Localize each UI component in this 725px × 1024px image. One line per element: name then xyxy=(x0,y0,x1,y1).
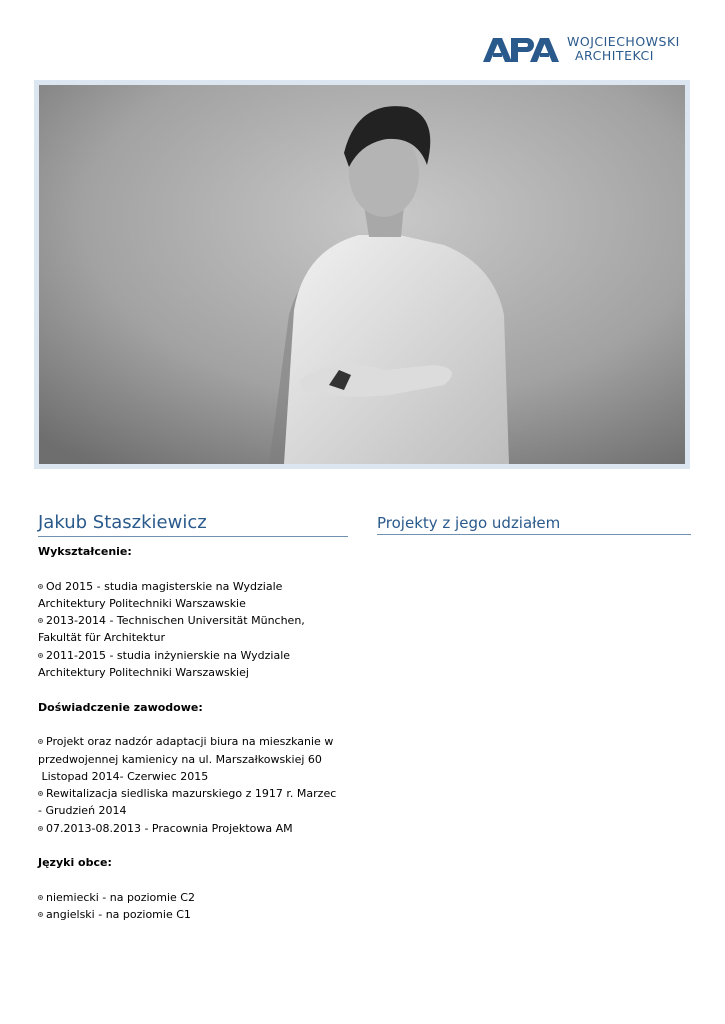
experience-heading: Doświadczenie zawodowe: xyxy=(38,700,203,714)
experience-item-cont: - Grudzień 2014 xyxy=(38,804,127,818)
experience-item-cont: Listopad 2014- Czerwiec 2015 xyxy=(38,769,209,783)
apa-logo-mark xyxy=(483,38,563,62)
experience-item-cont: przedwojennej kamienicy na ul. Marszałkowskiej 60 xyxy=(38,752,322,766)
bullet-icon xyxy=(38,739,43,744)
cv-content xyxy=(38,543,358,924)
bullet-icon xyxy=(38,895,43,900)
education-item-cont: Architektury Politechniki Warszawskiej xyxy=(38,666,249,680)
projects-heading: Projekty z jego udziałem xyxy=(377,513,691,535)
person-name: Jakub Staszkiewicz xyxy=(38,511,348,537)
experience-item: Rewitalizacja siedliska mazurskiego z 1917 r. Marzec xyxy=(38,785,358,802)
logo-line-2: ARCHITEKCI xyxy=(575,48,654,63)
bullet-icon xyxy=(38,791,43,796)
bullet-icon xyxy=(38,826,43,831)
bullet-icon xyxy=(38,584,43,589)
education-item: Od 2015 - studia magisterskie na Wydziale xyxy=(38,578,358,595)
education-heading: Wykształcenie: xyxy=(38,545,132,558)
bullet-icon xyxy=(38,912,43,917)
language-item: niemiecki - na poziomie C2 xyxy=(38,889,358,906)
company-logo xyxy=(483,33,693,65)
education-item: 2011-2015 - studia inżynierskie na Wydziale xyxy=(38,647,358,664)
bullet-icon xyxy=(38,653,43,658)
bullet-icon xyxy=(38,618,43,623)
education-item: 2013-2014 - Technischen Universität München, xyxy=(38,612,358,629)
portrait-photo xyxy=(39,85,685,464)
languages-heading: Języki obce: xyxy=(38,856,112,870)
logo-line-1: WOJCIECHOWSKI xyxy=(567,34,680,49)
education-item-cont: Architektury Politechniki Warszawskie xyxy=(38,596,246,610)
experience-item: Projekt oraz nadzór adaptacji biura na mieszkanie w xyxy=(38,733,358,750)
experience-item: 07.2013-08.2013 - Pracownia Projektowa AM xyxy=(38,820,358,837)
portrait-frame xyxy=(34,80,690,469)
education-item-cont: Fakultät für Architektur xyxy=(38,631,165,645)
language-item: angielski - na poziomie C1 xyxy=(38,906,358,923)
